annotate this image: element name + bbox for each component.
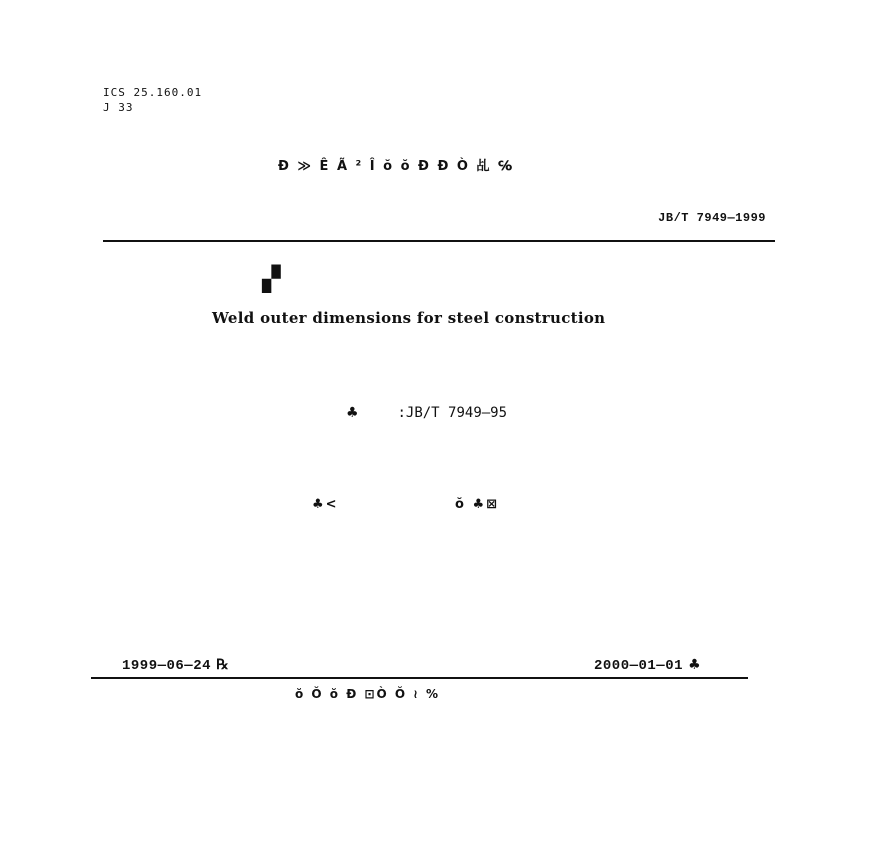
standard-number: JB/T 7949—1999: [658, 211, 766, 225]
class-code: J 33: [103, 101, 134, 114]
english-title: Weld outer dimensions for steel construction: [212, 309, 606, 327]
ics-code: ICS 25.160.01: [103, 86, 203, 99]
mid-line-right: ŏ ♣⊠: [455, 497, 500, 512]
issue-date: 1999—06—24: [122, 658, 212, 674]
mid-line-left: ♣<: [312, 497, 339, 512]
chinese-title-glyph: ▞: [262, 264, 281, 293]
publisher-line: ŏ Ŏ ŏ Ð ⊡Ò Ŏ ≀ %: [295, 687, 440, 701]
issuer-line: Ð ≫ Ê Ã ² Î ŏ ŏ Ð Ð Ò 乩 ℅: [278, 159, 515, 174]
issue-date-line: [122, 654, 229, 674]
bottom-divider: [91, 677, 748, 679]
implement-date-line: [594, 654, 701, 674]
replaces-prefix: ♣: [346, 405, 359, 421]
implement-date-suffix: ♣: [688, 657, 701, 673]
replaces-line: [346, 405, 507, 421]
issue-date-suffix: ℞: [216, 657, 229, 673]
implement-date: 2000—01—01: [594, 658, 684, 674]
top-divider: [103, 240, 775, 242]
replaces-value: :JB/T 7949—95: [397, 405, 508, 421]
